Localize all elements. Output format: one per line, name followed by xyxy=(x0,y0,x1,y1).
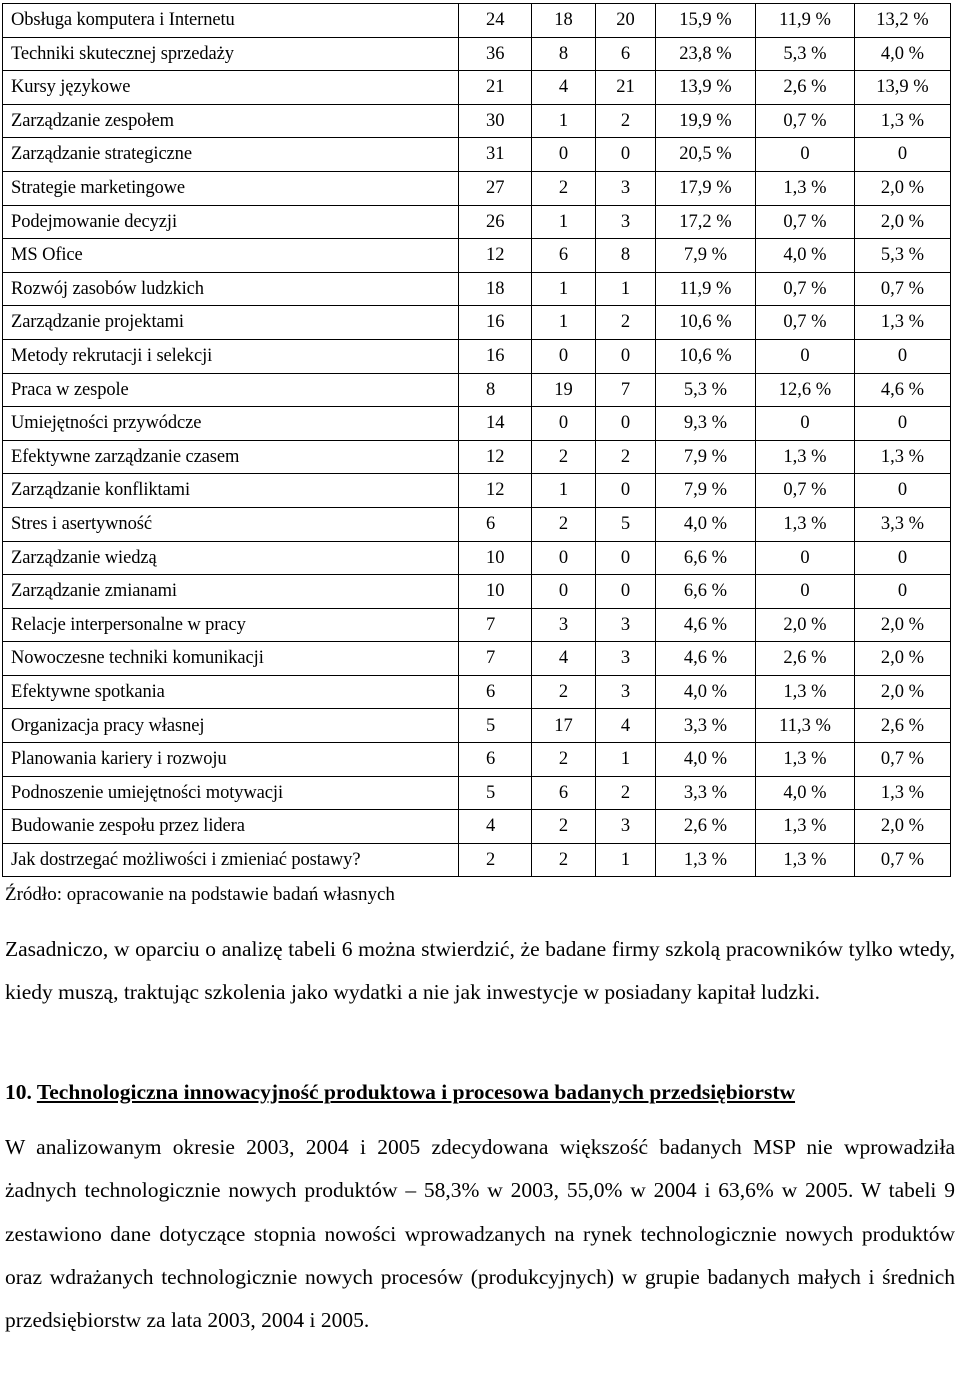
table-cell: 8 xyxy=(459,373,532,407)
table-cell: 1 xyxy=(532,205,596,239)
table-row xyxy=(3,339,951,373)
table-cell: 13,9 % xyxy=(656,71,756,105)
table-cell: 7 xyxy=(596,373,656,407)
row-label: Techniki skutecznej sprzedaży xyxy=(3,37,459,71)
table-cell: 4,0 % xyxy=(855,37,951,71)
table-row xyxy=(3,675,951,709)
table-cell: 7 xyxy=(459,642,532,676)
row-label: Nowoczesne techniki komunikacji xyxy=(3,642,459,676)
table-cell: 1,3 % xyxy=(855,104,951,138)
table-cell: 0 xyxy=(596,541,656,575)
table-cell: 0 xyxy=(532,339,596,373)
table-cell: 0 xyxy=(855,407,951,441)
table-cell: 8 xyxy=(596,239,656,273)
row-label: Zarządzanie zmianami xyxy=(3,575,459,609)
table-cell: 2,6 % xyxy=(756,71,855,105)
table-cell: 2 xyxy=(532,743,596,777)
source-note: Źródło: opracowanie na podstawie badań własnych xyxy=(5,884,395,905)
table-cell: 5,3 % xyxy=(855,239,951,273)
table-cell: 0 xyxy=(532,407,596,441)
table-row xyxy=(3,743,951,777)
table-cell: 12,6 % xyxy=(756,373,855,407)
table-cell: 1 xyxy=(596,743,656,777)
table-row xyxy=(3,4,951,38)
table-cell: 3 xyxy=(532,608,596,642)
table-cell: 0 xyxy=(596,407,656,441)
row-label: Zarządzanie projektami xyxy=(3,306,459,340)
table-cell: 4,0 % xyxy=(656,743,756,777)
table-cell: 2,6 % xyxy=(656,810,756,844)
table-cell: 4 xyxy=(596,709,656,743)
table-cell: 6 xyxy=(532,239,596,273)
table-cell: 3 xyxy=(596,810,656,844)
table-cell: 14 xyxy=(459,407,532,441)
table-row xyxy=(3,239,951,273)
table-row xyxy=(3,71,951,105)
table-cell: 1,3 % xyxy=(855,306,951,340)
table-cell: 1 xyxy=(532,306,596,340)
table-cell: 4,0 % xyxy=(756,776,855,810)
table-cell: 36 xyxy=(459,37,532,71)
table-row xyxy=(3,575,951,609)
row-label: Organizacja pracy własnej xyxy=(3,709,459,743)
table-row xyxy=(3,642,951,676)
table-cell: 16 xyxy=(459,306,532,340)
table-cell: 0,7 % xyxy=(855,272,951,306)
row-label: Praca w zespole xyxy=(3,373,459,407)
table-cell: 0 xyxy=(855,474,951,508)
table-cell: 2,6 % xyxy=(855,709,951,743)
table-cell: 18 xyxy=(459,272,532,306)
table-cell: 15,9 % xyxy=(656,4,756,38)
table-cell: 16 xyxy=(459,339,532,373)
table-cell: 1,3 % xyxy=(756,675,855,709)
row-label: Relacje interpersonalne w pracy xyxy=(3,608,459,642)
row-label: Rozwój zasobów ludzkich xyxy=(3,272,459,306)
table-row xyxy=(3,272,951,306)
table-cell: 0 xyxy=(532,541,596,575)
table-cell: 1 xyxy=(532,104,596,138)
table-cell: 2 xyxy=(596,306,656,340)
table-row xyxy=(3,440,951,474)
table-cell: 1,3 % xyxy=(656,843,756,877)
table-cell: 1 xyxy=(532,474,596,508)
table-cell: 20,5 % xyxy=(656,138,756,172)
row-label: Jak dostrzegać możliwości i zmieniać postawy? xyxy=(3,843,459,877)
row-label: Zarządzanie wiedzą xyxy=(3,541,459,575)
table-cell: 4 xyxy=(532,71,596,105)
table-cell: 11,9 % xyxy=(656,272,756,306)
table-cell: 4 xyxy=(532,642,596,676)
row-label: Stres i asertywność xyxy=(3,507,459,541)
row-label: Obsługa komputera i Internetu xyxy=(3,4,459,38)
table-cell: 1,3 % xyxy=(756,507,855,541)
table-cell: 4,0 % xyxy=(656,675,756,709)
table-cell: 0 xyxy=(756,575,855,609)
table-cell: 0 xyxy=(532,575,596,609)
table-cell: 10 xyxy=(459,541,532,575)
table-row xyxy=(3,474,951,508)
table-cell: 10,6 % xyxy=(656,339,756,373)
table-cell: 6 xyxy=(532,776,596,810)
table-cell: 2,0 % xyxy=(855,642,951,676)
row-label: Efektywne spotkania xyxy=(3,675,459,709)
table-cell: 0 xyxy=(532,138,596,172)
table-cell: 0 xyxy=(596,138,656,172)
table-cell: 2,0 % xyxy=(756,608,855,642)
row-label: Zarządzanie strategiczne xyxy=(3,138,459,172)
table-cell: 21 xyxy=(596,71,656,105)
table-cell: 1 xyxy=(596,843,656,877)
row-label: Zarządzanie konfliktami xyxy=(3,474,459,508)
table-cell: 17,2 % xyxy=(656,205,756,239)
table-cell: 2,0 % xyxy=(855,675,951,709)
table-cell: 2,0 % xyxy=(855,171,951,205)
table-cell: 13,2 % xyxy=(855,4,951,38)
table-cell: 1,3 % xyxy=(756,171,855,205)
table-cell: 24 xyxy=(459,4,532,38)
table-cell: 0,7 % xyxy=(756,272,855,306)
table-cell: 8 xyxy=(532,37,596,71)
table-cell: 0 xyxy=(756,407,855,441)
table-cell: 30 xyxy=(459,104,532,138)
table-cell: 0 xyxy=(855,138,951,172)
row-label: Metody rekrutacji i selekcji xyxy=(3,339,459,373)
table-cell: 0 xyxy=(855,339,951,373)
table-cell: 23,8 % xyxy=(656,37,756,71)
section-title: Technologiczna innowacyjność produktowa i procesowa badanych przedsiębiorstw xyxy=(36,1080,796,1104)
table-cell: 3,3 % xyxy=(656,776,756,810)
table-cell: 0,7 % xyxy=(756,104,855,138)
table-cell: 0,7 % xyxy=(855,743,951,777)
row-label: Zarządzanie zespołem xyxy=(3,104,459,138)
table-cell: 17 xyxy=(532,709,596,743)
table-cell: 3 xyxy=(596,675,656,709)
table-cell: 7,9 % xyxy=(656,440,756,474)
table-cell: 3,3 % xyxy=(855,507,951,541)
table-cell: 2 xyxy=(596,104,656,138)
table-cell: 19 xyxy=(532,373,596,407)
table-cell: 4,0 % xyxy=(656,507,756,541)
row-label: MS Ofice xyxy=(3,239,459,273)
table-row xyxy=(3,104,951,138)
table-cell: 4,6 % xyxy=(656,642,756,676)
table-cell: 1 xyxy=(532,272,596,306)
table-cell: 5 xyxy=(596,507,656,541)
table-cell: 2 xyxy=(532,843,596,877)
training-table xyxy=(2,3,951,877)
table-row xyxy=(3,205,951,239)
table-cell: 12 xyxy=(459,474,532,508)
section-number: 10. xyxy=(5,1080,32,1104)
table-cell: 4 xyxy=(459,810,532,844)
table-cell: 3 xyxy=(596,171,656,205)
table-row xyxy=(3,608,951,642)
table-cell: 7,9 % xyxy=(656,474,756,508)
paragraph-analysis: Zasadniczo, w oparciu o analizę tabeli 6 można stwierdzić, że badane firmy szkolą pracowników tylko wtedy, kiedy muszą, traktując szkolenia jako wydatki a nie jak inwestycje w posiadany kapitał ludzki. xyxy=(5,937,955,1005)
table-cell: 2 xyxy=(596,440,656,474)
table-cell: 2,0 % xyxy=(855,810,951,844)
table-row xyxy=(3,507,951,541)
row-label: Budowanie zespołu przez lidera xyxy=(3,810,459,844)
table-cell: 10 xyxy=(459,575,532,609)
table-cell: 6 xyxy=(459,675,532,709)
table-cell: 1,3 % xyxy=(756,743,855,777)
table-cell: 11,9 % xyxy=(756,4,855,38)
table-cell: 0 xyxy=(855,541,951,575)
table-cell: 2,6 % xyxy=(756,642,855,676)
table-cell: 0 xyxy=(756,138,855,172)
table-cell: 0 xyxy=(596,575,656,609)
table-cell: 12 xyxy=(459,239,532,273)
table-row xyxy=(3,843,951,877)
table-cell: 0 xyxy=(596,474,656,508)
table-cell: 0,7 % xyxy=(756,474,855,508)
table-cell: 3 xyxy=(596,608,656,642)
table-row xyxy=(3,810,951,844)
table-cell: 6 xyxy=(459,507,532,541)
table-cell: 2 xyxy=(596,776,656,810)
table-row xyxy=(3,171,951,205)
row-label: Umiejętności przywódcze xyxy=(3,407,459,441)
row-label: Kursy językowe xyxy=(3,71,459,105)
table-cell: 17,9 % xyxy=(656,171,756,205)
table-cell: 5,3 % xyxy=(756,37,855,71)
table-cell: 4,6 % xyxy=(656,608,756,642)
table-row xyxy=(3,138,951,172)
table-cell: 5 xyxy=(459,776,532,810)
table-cell: 3 xyxy=(596,205,656,239)
table-cell: 4,0 % xyxy=(756,239,855,273)
table-cell: 3 xyxy=(596,642,656,676)
table-cell: 2 xyxy=(459,843,532,877)
table-row xyxy=(3,407,951,441)
table-cell: 0 xyxy=(756,339,855,373)
table-row xyxy=(3,776,951,810)
table-cell: 2 xyxy=(532,440,596,474)
table-row xyxy=(3,541,951,575)
table-row xyxy=(3,37,951,71)
table-row xyxy=(3,306,951,340)
table-cell: 2,0 % xyxy=(855,608,951,642)
table-cell: 0,7 % xyxy=(756,306,855,340)
table-cell: 6 xyxy=(459,743,532,777)
table-cell: 9,3 % xyxy=(656,407,756,441)
table-cell: 0,7 % xyxy=(756,205,855,239)
table-cell: 1 xyxy=(596,272,656,306)
row-label: Efektywne zarządzanie czasem xyxy=(3,440,459,474)
table-body xyxy=(3,4,951,877)
table-cell: 1,3 % xyxy=(756,810,855,844)
row-label: Podnoszenie umiejętności motywacji xyxy=(3,776,459,810)
table-cell: 2 xyxy=(532,810,596,844)
table-cell: 27 xyxy=(459,171,532,205)
table-cell: 6 xyxy=(596,37,656,71)
section-heading xyxy=(5,1075,795,1109)
table-cell: 4,6 % xyxy=(855,373,951,407)
paragraph-innovation: W analizowanym okresie 2003, 2004 i 2005 zdecydowana większość badanych MSP nie wprowadziła żadnych technologicznie nowych produktów – 58,3% w 2003, 55,0% w 2004 i 63,6% w 2005. W tabeli 9 zestawiono dane dotyczące stopnia nowości wprowadzanych na rynek technologicznie nowych produktów oraz wdrażanych technologicznie nowych procesów (produkcyjnych) w grupie badanych małych i średnich przedsiębiorstw za lata 2003, 2004 i 2005. xyxy=(5,1135,955,1333)
table-cell: 6,6 % xyxy=(656,541,756,575)
table-cell: 0,7 % xyxy=(855,843,951,877)
table-cell: 7 xyxy=(459,608,532,642)
table-cell: 13,9 % xyxy=(855,71,951,105)
table-cell: 0 xyxy=(756,541,855,575)
table-cell: 1,3 % xyxy=(855,440,951,474)
table-cell: 3,3 % xyxy=(656,709,756,743)
table-cell: 2,0 % xyxy=(855,205,951,239)
table-row xyxy=(3,709,951,743)
table-cell: 5,3 % xyxy=(656,373,756,407)
table-cell: 7,9 % xyxy=(656,239,756,273)
table-cell: 11,3 % xyxy=(756,709,855,743)
table-cell: 21 xyxy=(459,71,532,105)
row-label: Planowania kariery i rozwoju xyxy=(3,743,459,777)
table-cell: 1,3 % xyxy=(855,776,951,810)
table-cell: 2 xyxy=(532,171,596,205)
table-cell: 6,6 % xyxy=(656,575,756,609)
table-cell: 0 xyxy=(855,575,951,609)
table-cell: 26 xyxy=(459,205,532,239)
table-cell: 2 xyxy=(532,675,596,709)
table-cell: 10,6 % xyxy=(656,306,756,340)
table-cell: 0 xyxy=(596,339,656,373)
table-cell: 2 xyxy=(532,507,596,541)
row-label: Podejmowanie decyzji xyxy=(3,205,459,239)
table-cell: 31 xyxy=(459,138,532,172)
table-cell: 1,3 % xyxy=(756,843,855,877)
table-cell: 19,9 % xyxy=(656,104,756,138)
table-cell: 5 xyxy=(459,709,532,743)
row-label: Strategie marketingowe xyxy=(3,171,459,205)
table-cell: 12 xyxy=(459,440,532,474)
table-row xyxy=(3,373,951,407)
table-cell: 1,3 % xyxy=(756,440,855,474)
table-cell: 20 xyxy=(596,4,656,38)
table-cell: 18 xyxy=(532,4,596,38)
